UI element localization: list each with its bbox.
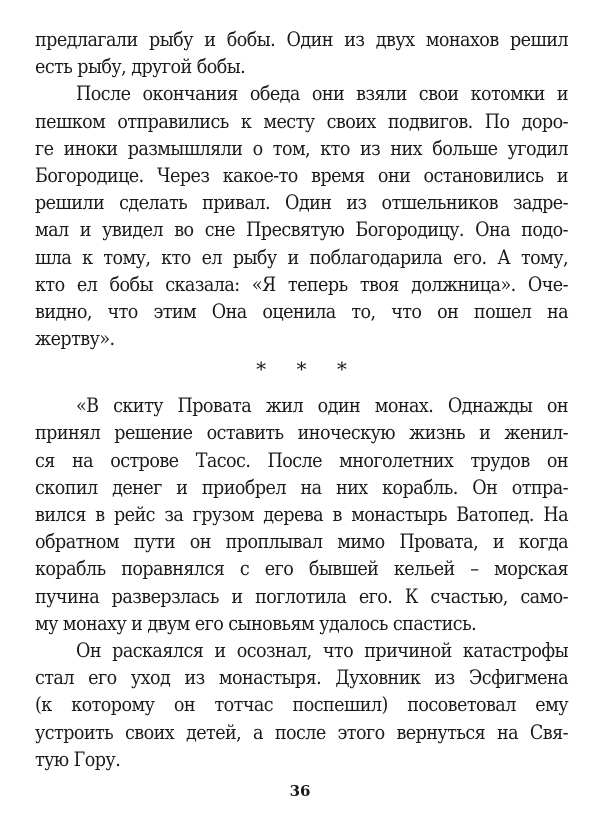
paragraph-2 — [35, 80, 568, 352]
text-line: принял решение оставить иноческую жизнь и женил- — [35, 421, 568, 445]
text-line: жертву». — [35, 327, 115, 351]
text-line: тую Гору. — [35, 747, 121, 771]
text-line: ся на острове Тасос. После многолетних трудов он — [35, 448, 568, 472]
text-line: пешком отправились к месту своих подвигов. По доро- — [35, 109, 568, 133]
text-line: обратном пути он проплывал мимо Провата, и когда — [35, 530, 568, 554]
text-line: корабль поравнялся с его бывшей кельей – морская — [35, 557, 568, 581]
text-line: вился в рейс за грузом дерева в монастырь Ватопед. На — [35, 503, 568, 526]
paragraph-1 — [35, 26, 568, 80]
text-line: предлагали рыбу и бобы. Один из двух монахов решил — [35, 28, 568, 51]
text-line: стал его уход из монастыря. Духовник из Эсфигмена — [35, 666, 568, 690]
text-line: видно, что этим Она оценила то, что он пошел на — [35, 299, 568, 323]
text-line: мал и увидел во сне Пресвятую Богородицу. Она подо- — [35, 218, 568, 242]
text-line: пучина разверзлась и поглотила его. К счастью, само- — [35, 584, 568, 608]
text-line: есть рыбу, другой бобы. — [35, 55, 246, 79]
section-separator: * * * — [256, 357, 359, 382]
text-line: После окончания обеда они взяли свои котомки и — [76, 82, 568, 106]
text-line: шла к тому, кто ел рыбу и поблагодарила его. А тому, — [35, 245, 568, 269]
text-line: решили сделать привал. Один из отшельников задре- — [35, 191, 568, 215]
text-line: кто ел бобы сказала: «Я теперь твоя должница». Оче- — [35, 272, 568, 296]
text-line: Он раскаялся и осознал, что причиной катастрофы — [76, 638, 568, 662]
text-line: скопил денег и приобрел на них корабль. Он отпра- — [35, 475, 568, 499]
paragraph-3 — [35, 392, 568, 637]
paragraph-4 — [35, 637, 568, 773]
text-line: устроить своих детей, а после этого вернуться на Свя- — [35, 720, 568, 744]
text-line: «В скиту Провата жил один монах. Однажды он — [76, 394, 568, 418]
text-line: ге иноки размышляли о том, кто из них больше угодил — [35, 136, 568, 160]
text-line: Богородице. Через какое-то время они остановились и — [35, 163, 568, 187]
page-number: 36 — [289, 782, 311, 800]
page-body — [35, 26, 568, 773]
text-line: (к которому он тотчас поспешил) посоветовал ему — [35, 693, 568, 717]
text-line: му монаху и двум его сыновьям удалось спастись. — [35, 611, 477, 635]
